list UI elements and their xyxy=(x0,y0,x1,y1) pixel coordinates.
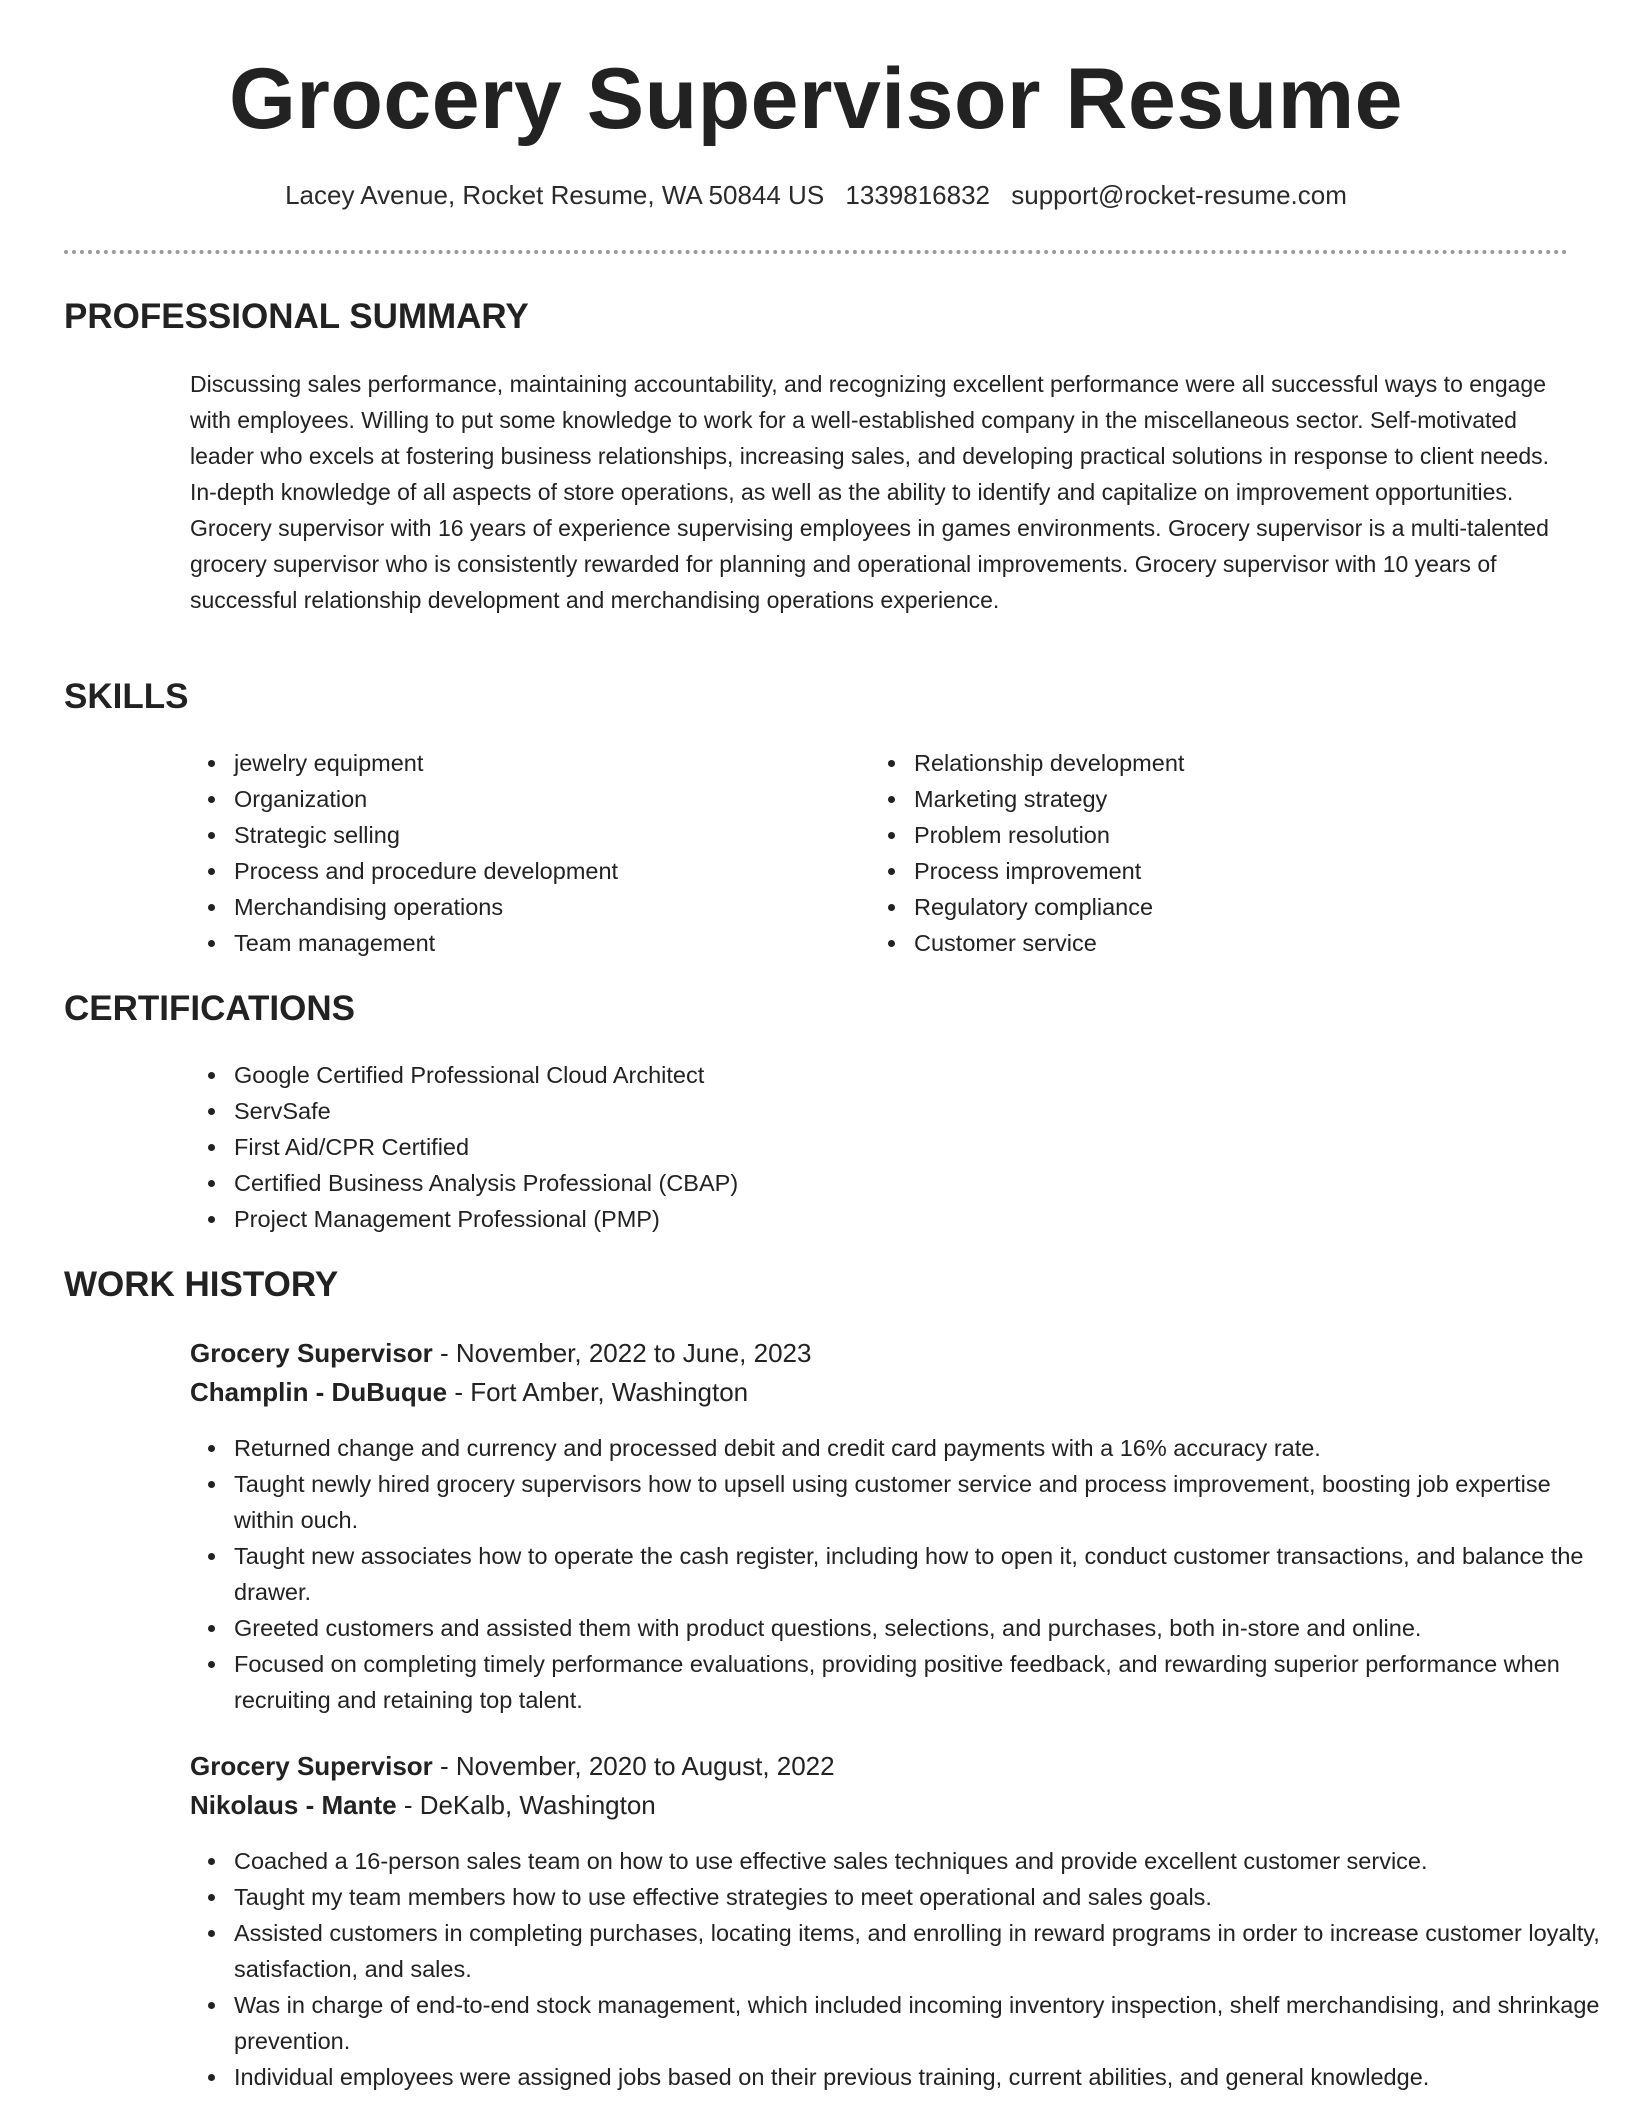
certifications-heading: CERTIFICATIONS xyxy=(64,989,356,1028)
job-dates: - November, 2020 to August, 2022 xyxy=(432,1751,835,1781)
job-duty-item: Greeted customers and assisted them with product questions, selections, and purchases, both in-store and online. xyxy=(234,1610,1610,1646)
contact-address: Lacey Avenue, Rocket Resume, WA 50844 US xyxy=(285,180,825,210)
certification-item: Google Certified Professional Cloud Architect xyxy=(234,1057,1534,1093)
header-divider xyxy=(64,250,1568,254)
job-location: - DeKalb, Washington xyxy=(396,1790,656,1820)
skills-list-left xyxy=(190,745,874,961)
work-history-heading: WORK HISTORY xyxy=(64,1265,339,1304)
skill-item: Problem resolution xyxy=(914,817,1554,853)
job-duty-item: Assisted customers in completing purchases, locating items, and enrolling in reward programs in order to increase customer loyalty, satisfaction, and sales. xyxy=(234,1915,1610,1987)
skill-item: Customer service xyxy=(914,925,1554,961)
job-duty-item: Taught my team members how to use effective strategies to meet operational and sales goals. xyxy=(234,1879,1610,1915)
certification-item: Project Management Professional (PMP) xyxy=(234,1201,1534,1237)
skill-item: Organization xyxy=(234,781,874,817)
job-duty-item: Taught newly hired grocery supervisors how to upsell using customer service and process improvement, boosting job expertise within ouch. xyxy=(234,1466,1610,1538)
job-duty-item: Returned change and currency and processed debit and credit card payments with a 16% accuracy rate. xyxy=(234,1430,1610,1466)
job-company-line xyxy=(190,1786,656,1824)
certification-item: ServSafe xyxy=(234,1093,1534,1129)
skill-item: Marketing strategy xyxy=(914,781,1554,817)
skill-item: Relationship development xyxy=(914,745,1554,781)
job-duty-item: Coached a 16-person sales team on how to use effective sales techniques and provide excellent customer service. xyxy=(234,1843,1610,1879)
contact-phone: 1339816832 xyxy=(845,180,991,210)
skill-item: Process improvement xyxy=(914,853,1554,889)
skill-item: Strategic selling xyxy=(234,817,874,853)
job-duty-item: Individual employees were assigned jobs based on their previous training, current abilities, and general knowledge. xyxy=(234,2059,1610,2095)
skill-item: jewelry equipment xyxy=(234,745,874,781)
certifications-list xyxy=(190,1057,1534,1237)
job-duties-list xyxy=(190,1430,1610,1718)
job-title-line xyxy=(190,1334,811,1372)
job-title: Grocery Supervisor xyxy=(190,1751,433,1781)
resume-title: Grocery Supervisor Resume xyxy=(228,51,1403,147)
certification-item: Certified Business Analysis Professional (CBAP) xyxy=(234,1165,1534,1201)
contact-info xyxy=(0,180,1632,211)
job-title-line xyxy=(190,1747,835,1785)
skill-item: Regulatory compliance xyxy=(914,889,1554,925)
job-company-line xyxy=(190,1373,748,1411)
job-title: Grocery Supervisor xyxy=(190,1338,433,1368)
skill-item: Merchandising operations xyxy=(234,889,874,925)
skills-heading: SKILLS xyxy=(64,677,189,716)
job-company: Champlin - DuBuque xyxy=(190,1377,448,1407)
job-dates: - November, 2022 to June, 2023 xyxy=(432,1338,812,1368)
job-company: Nikolaus - Mante xyxy=(190,1790,397,1820)
job-duty-item: Was in charge of end-to-end stock management, which included incoming inventory inspection, shelf merchandising, and shrinkage prevention. xyxy=(234,1987,1610,2059)
job-location: - Fort Amber, Washington xyxy=(447,1377,749,1407)
skill-item: Team management xyxy=(234,925,874,961)
summary-heading: PROFESSIONAL SUMMARY xyxy=(64,297,529,336)
job-duty-item: Taught new associates how to operate the cash register, including how to open it, conduct customer transactions, and balance the drawer. xyxy=(234,1538,1610,1610)
certification-item: First Aid/CPR Certified xyxy=(234,1129,1534,1165)
contact-email: support@rocket-resume.com xyxy=(1011,180,1347,210)
job-duties-list xyxy=(190,1843,1610,2095)
skill-item: Process and procedure development xyxy=(234,853,874,889)
summary-text: Discussing sales performance, maintaining accountability, and recognizing excellent performance were all successful ways to engage with employees. Willing to put some knowledge to work for a well-established company in the miscellaneous sector. Self-motivated leader who excels at fostering business relationships, increasing sales, and developing practical solutions in response to client needs. In-depth knowledge of all aspects of store operations, as well as the ability to identify and capitalize on improvement opportunities. Grocery supervisor with 16 years of experience supervising employees in games environments. Grocery supervisor is a multi-talented grocery supervisor who is consistently rewarded for planning and operational improvements. Grocery supervisor with 10 years of successful relationship development and merchandising operations experience. xyxy=(190,371,1550,613)
skills-list-right xyxy=(870,745,1554,961)
job-duty-item: Focused on completing timely performance evaluations, providing positive feedback, and rewarding superior performance when recruiting and retaining top talent. xyxy=(234,1646,1610,1718)
